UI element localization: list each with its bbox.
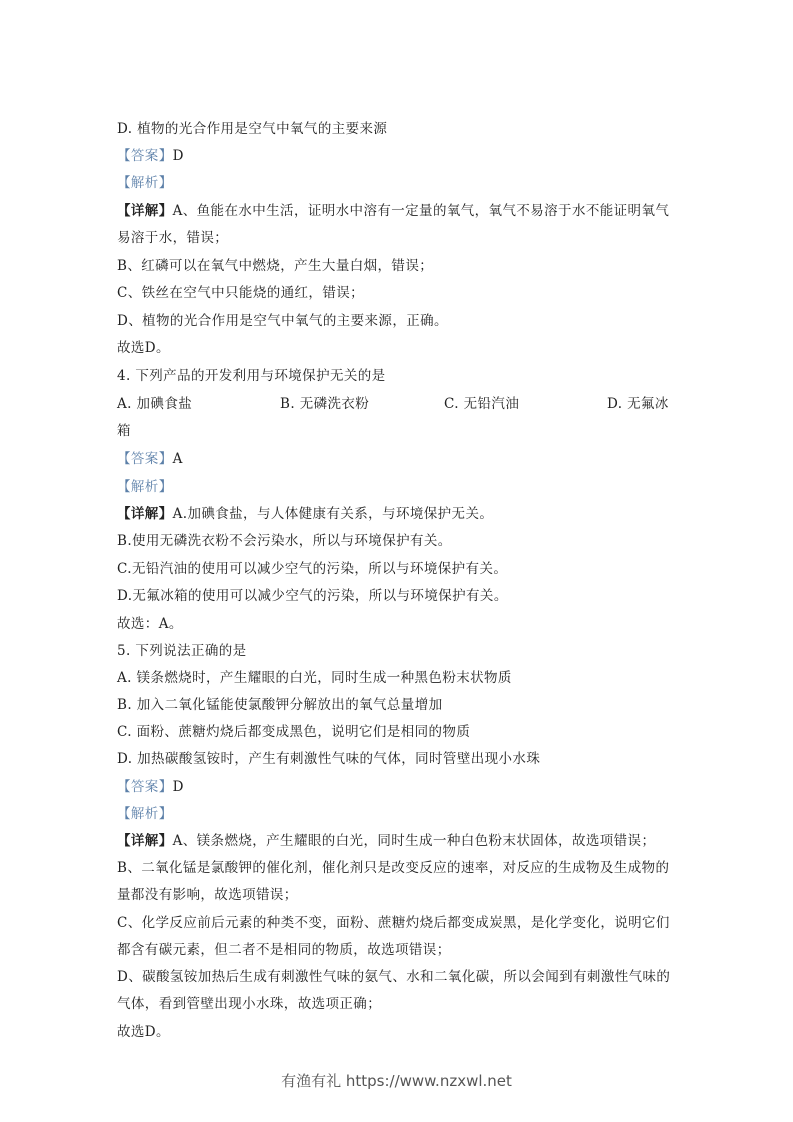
q4-conclusion: 故选：A。: [117, 616, 183, 632]
q4-option-d: D. 无氟冰: [607, 396, 669, 412]
detail-text: A、鱼能在水中生活，证明水中溶有一定量的氧气，氧气不易溶于水不能证明氧气: [172, 203, 670, 219]
q4-option-wrap: 箱: [117, 423, 131, 439]
q3-option-d: D. 植物的光合作用是空气中氧气的主要来源: [117, 121, 388, 137]
q5-option-d: D. 加热碳酸氢铵时，产生有刺激性气味的气体，同时管壁出现小水珠: [117, 751, 541, 767]
q3-detail-line: B、红磷可以在氧气中燃烧，产生大量白烟，错误；: [117, 258, 434, 274]
analysis-tag: 【解析】: [117, 806, 173, 822]
answer-tag: 【答案】: [117, 451, 173, 467]
q4-option-b: B. 无磷洗衣粉: [280, 396, 370, 412]
q3-detail-line: C、铁丝在空气中只能烧的通红，错误；: [117, 285, 365, 301]
answer-value: D: [172, 779, 184, 795]
q5-option-a: A. 镁条燃烧时，产生耀眼的白光，同时生成一种黑色粉末状物质: [117, 670, 512, 686]
q4-detail-line: B.使用无磷洗衣粉不会污染水，所以与环境保护有关。: [117, 533, 452, 549]
answer-value: D: [172, 148, 184, 164]
q4-option-a: A. 加碘食盐: [117, 396, 193, 412]
answer-tag: 【答案】: [117, 148, 173, 164]
q4-answer: [117, 449, 183, 469]
q4-detail-line: C.无铅汽油的使用可以减少空气的污染，所以与环境保护有关。: [117, 561, 508, 577]
answer-tag: 【答案】: [117, 779, 173, 795]
q3-conclusion: 故选D。: [117, 340, 170, 356]
q5-stem: 5. 下列说法正确的是: [117, 643, 247, 659]
q3-detail-line: [117, 201, 669, 221]
q5-detail-line: B、二氧化锰是氯酸钾的催化剂，催化剂只是改变反应的速率，对反应的生成物及生成物的: [117, 860, 670, 876]
q4-detail-line: [117, 504, 493, 524]
q4-stem: 4. 下列产品的开发利用与环境保护无关的是: [117, 368, 386, 384]
detail-tag: 【详解】: [117, 203, 173, 219]
detail-tag: 【详解】: [117, 506, 173, 522]
answer-value: A: [172, 451, 183, 467]
detail-text: A、镁条燃烧，产生耀眼的白光，同时生成一种白色粉末状固体，故选项错误；: [172, 833, 656, 849]
q5-analysis-tag: [117, 804, 173, 824]
q5-detail-line: 都含有碳元素，但二者不是相同的物质，故选项错误；: [117, 942, 451, 958]
q5-detail-line: C、化学反应前后元素的种类不变，面粉、蔗糖灼烧后都变成炭黑，是化学变化，说明它们: [117, 915, 670, 931]
q5-detail-line: 气体，看到管壁出现小水珠，故选项正确；: [117, 996, 382, 1012]
q5-option-c: C. 面粉、蔗糖灼烧后都变成黑色，说明它们是相同的物质: [117, 724, 471, 740]
q5-option-b: B. 加入二氧化锰能使氯酸钾分解放出的氧气总量增加: [117, 697, 443, 713]
analysis-tag: 【解析】: [117, 479, 173, 495]
q4-detail-line: D.无氟冰箱的使用可以减少空气的污染，所以与环境保护有关。: [117, 588, 508, 604]
q5-answer: [117, 777, 184, 797]
detail-text: A.加碘食盐，与人体健康有关系，与环境保护无关。: [172, 506, 494, 522]
q5-detail-line: [117, 831, 655, 851]
q3-answer: [117, 146, 184, 166]
q3-analysis-tag: [117, 173, 173, 193]
q4-analysis-tag: [117, 477, 173, 497]
q3-detail-line: D、植物的光合作用是空气中氧气的主要来源，正确。: [117, 313, 448, 329]
q5-detail-line: 量都没有影响，故选项错误；: [117, 887, 298, 903]
q4-option-c: C. 无铅汽油: [444, 396, 520, 412]
analysis-tag: 【解析】: [117, 175, 173, 191]
q5-detail-line: D、碳酸氢铵加热后生成有刺激性气味的氨气、水和二氧化碳，所以会闻到有刺激性气味的: [117, 969, 671, 985]
detail-tag: 【详解】: [117, 833, 173, 849]
q3-detail-line: 易溶于水，错误；: [117, 230, 229, 246]
footer-watermark: 有渔有礼 https://www.nzxwl.net: [281, 1072, 512, 1090]
q5-conclusion: 故选D。: [117, 1024, 170, 1040]
